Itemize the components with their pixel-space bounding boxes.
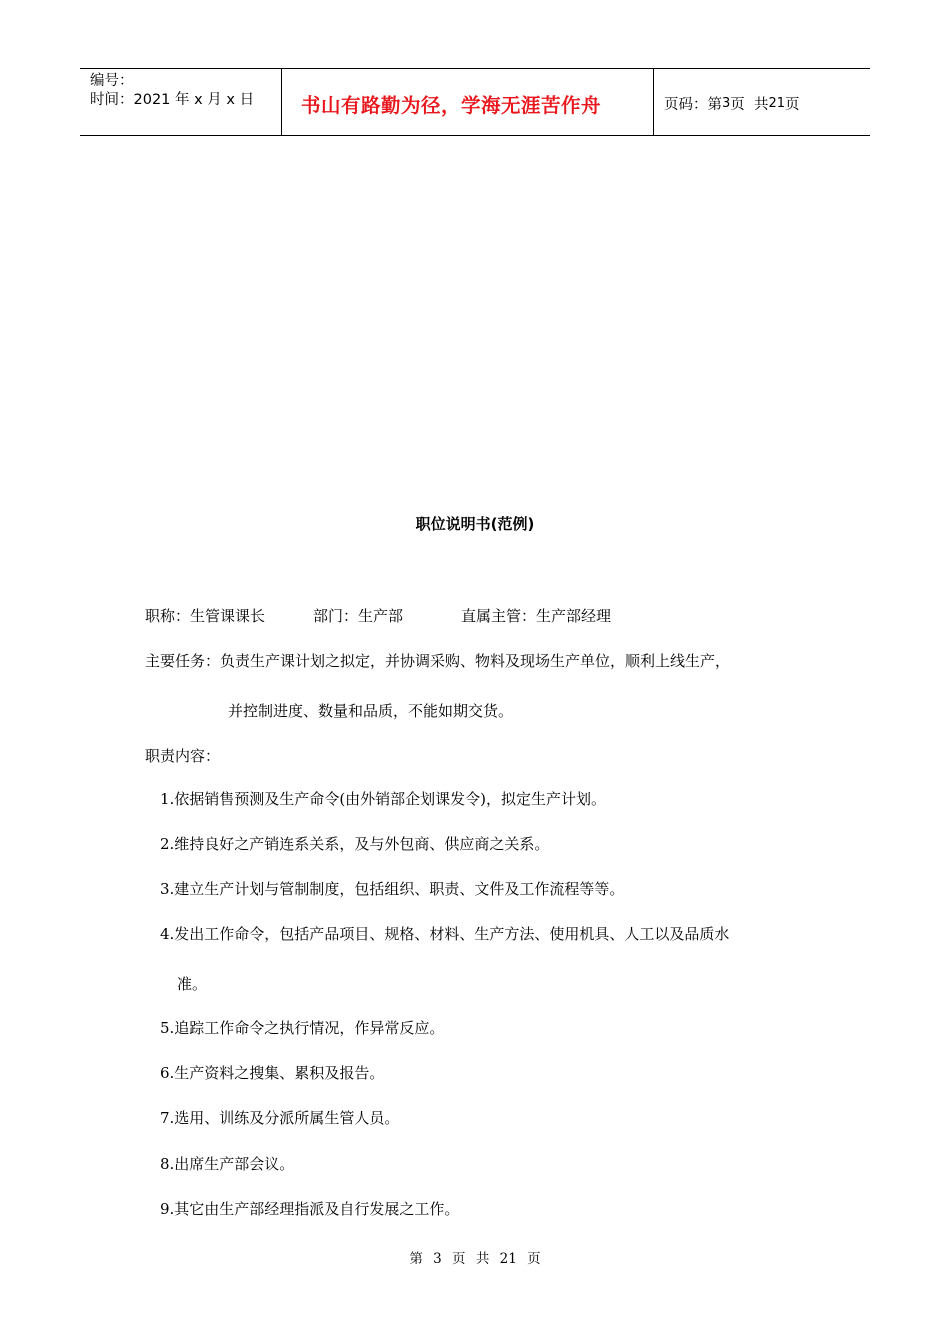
document-time-label: 时间：2021 年 x 月 x 日 xyxy=(90,92,255,108)
duty-item-continuation: 准。 xyxy=(177,975,208,993)
header-motto: 书山有路勤为径，学海无涯苦作舟 xyxy=(301,94,602,117)
page-current: 3 xyxy=(722,95,731,111)
duty-item: 4.发出工作命令，包括产品项目、规格、材料、生产方法、使用机具、人工以及品质水 xyxy=(160,925,730,943)
duty-item: 9.其它由生产部经理指派及自行发展之工作。 xyxy=(160,1200,460,1218)
duty-item: 6.生产资料之搜集、累积及报告。 xyxy=(160,1064,385,1082)
department-label: 部门：生产部 xyxy=(313,607,404,625)
main-task-line-1: 主要任务：负责生产课计划之拟定，并协调采购、物料及现场生产单位，顺利上线生产， xyxy=(145,652,731,670)
page-header xyxy=(80,68,870,136)
header-motto-cell xyxy=(281,69,654,135)
duty-item: 2.维持良好之产销连系关系，及与外包商、供应商之关系。 xyxy=(160,835,550,853)
page-footer: 第 3 页 共 21 页 xyxy=(409,1251,541,1267)
main-task-line-2: 并控制进度、数量和品质，不能如期交货。 xyxy=(228,702,514,720)
position-info-row xyxy=(145,605,611,626)
duty-item: 7.选用、训练及分派所属生管人员。 xyxy=(160,1109,400,1127)
duty-item: 3.建立生产计划与管制制度，包括组织、职责、文件及工作流程等等。 xyxy=(160,880,625,898)
duty-item: 5.追踪工作命令之执行情况，作异常反应。 xyxy=(160,1019,445,1037)
document-number-label: 编号： xyxy=(90,73,134,89)
page-end-label: 页 xyxy=(785,96,800,113)
page-mid-label: 页 共 xyxy=(730,96,769,113)
document-title: 职位说明书(范例) xyxy=(415,515,535,533)
position-label: 职称：生管课课长 xyxy=(145,607,266,625)
duty-item: 1.依据销售预测及生产命令(由外销部企划课发令)，拟定生产计划。 xyxy=(160,790,607,808)
header-info-cell xyxy=(80,69,281,135)
supervisor-label: 直属主管：生产部经理 xyxy=(461,607,612,625)
page-label: 页码：第 xyxy=(664,96,722,113)
page-total: 21 xyxy=(768,95,786,111)
duties-heading: 职责内容： xyxy=(145,747,221,765)
duty-item: 8.出席生产部会议。 xyxy=(160,1155,295,1173)
header-page-cell xyxy=(654,69,870,135)
